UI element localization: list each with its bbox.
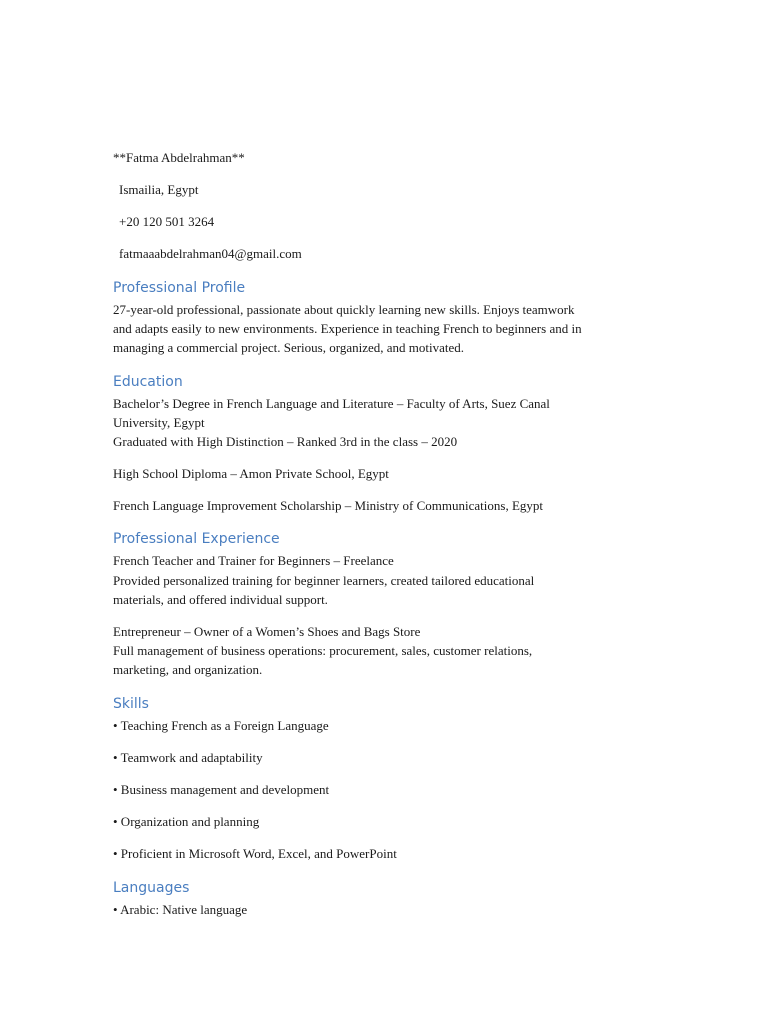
- job-title: Entrepreneur – Owner of a Women’s Shoes and Bags Store: [113, 624, 421, 639]
- education-degree-line: Bachelor’s Degree in French Language and Literature – Faculty of Arts, Suez Canal: [113, 396, 550, 411]
- contact-phone: +20 120 501 3264: [119, 214, 215, 229]
- contact-email: fatmaaabdelrahman04@gmail.com: [119, 246, 302, 261]
- education-degree-line: University, Egypt: [113, 415, 205, 430]
- skill-item: • Teamwork and adaptability: [113, 750, 263, 765]
- job-title: French Teacher and Trainer for Beginners – Freelance: [113, 553, 394, 568]
- education-graduated: Graduated with High Distinction – Ranked 3rd in the class – 2020: [113, 434, 458, 449]
- language-item: • Arabic: Native language: [113, 902, 248, 917]
- job-description-line: marketing, and organization.: [113, 662, 263, 677]
- section-heading-languages: Languages: [113, 880, 190, 896]
- skill-item: • Organization and planning: [113, 814, 260, 829]
- candidate-name: **Fatma Abdelrahman**: [113, 150, 245, 165]
- job-description-line: Provided personalized training for beginner learners, created tailored educational: [113, 573, 535, 588]
- skill-item: • Teaching French as a Foreign Language: [113, 718, 329, 733]
- contact-location: Ismailia, Egypt: [119, 182, 199, 197]
- section-heading-skills: Skills: [113, 696, 149, 712]
- job-description-line: materials, and offered individual support.: [113, 592, 328, 607]
- section-heading-education: Education: [113, 374, 183, 390]
- education-scholarship: French Language Improvement Scholarship – Ministry of Communications, Egypt: [113, 498, 544, 513]
- profile-text-line: and adapts easily to new environments. Experience in teaching French to beginners and in: [113, 321, 582, 336]
- section-heading-experience: Professional Experience: [113, 531, 280, 547]
- skill-item: • Proficient in Microsoft Word, Excel, and PowerPoint: [113, 846, 397, 861]
- skill-item: • Business management and development: [113, 782, 330, 797]
- education-high-school: High School Diploma – Amon Private School, Egypt: [113, 466, 389, 481]
- section-heading-profile: Professional Profile: [113, 280, 246, 296]
- profile-text-line: managing a commercial project. Serious, organized, and motivated.: [113, 340, 465, 355]
- profile-text-line: 27-year-old professional, passionate about quickly learning new skills. Enjoys teamwork: [113, 302, 575, 317]
- job-description-line: Full management of business operations: procurement, sales, customer relations,: [113, 643, 533, 658]
